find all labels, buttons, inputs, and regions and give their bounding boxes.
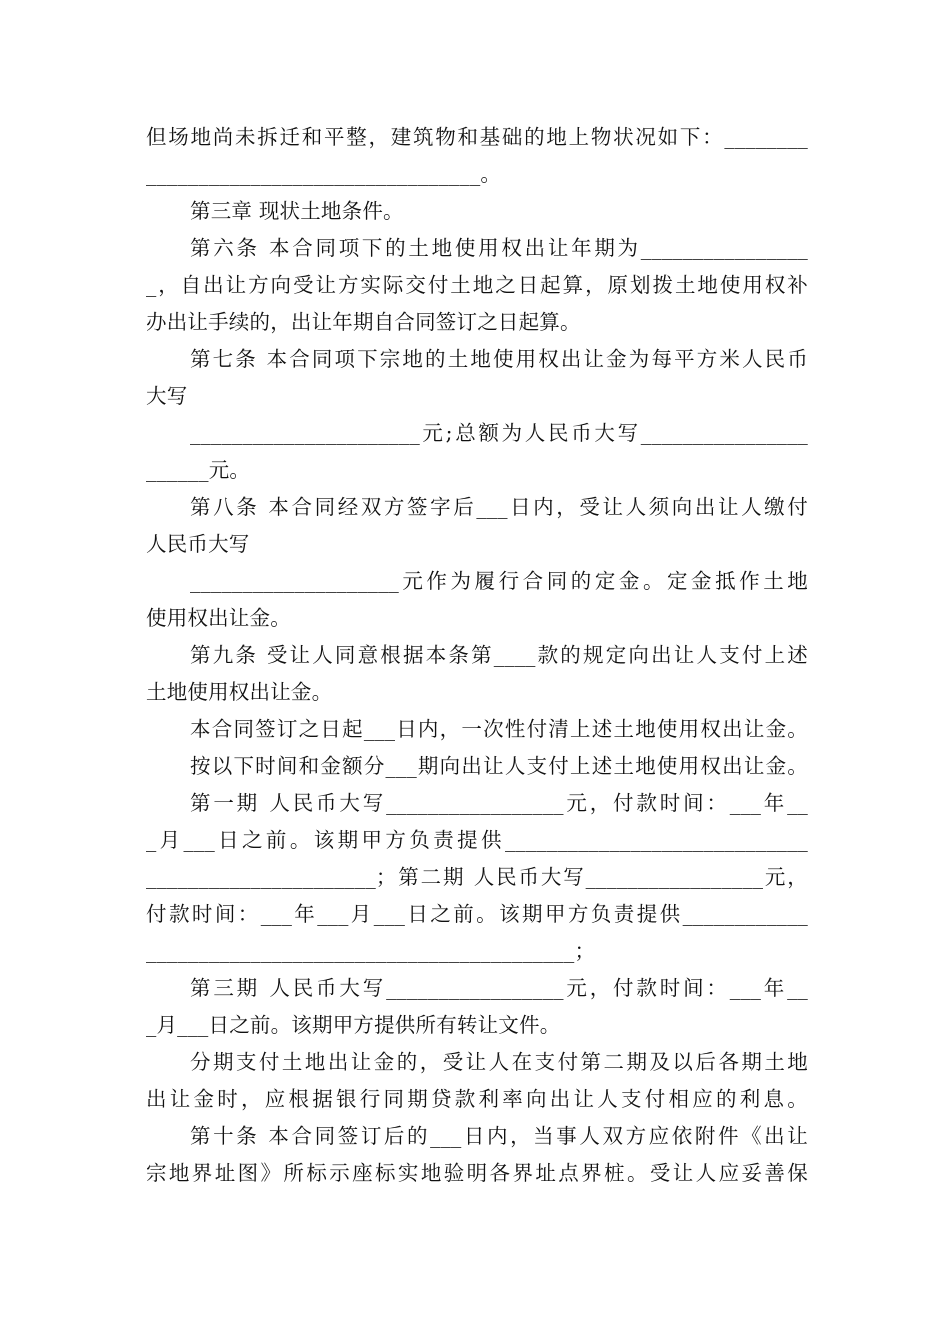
installment-3-line: 第三期 人民币大写_________________元，付款时间：___年__ [190,976,808,1000]
text-line: ________________________________。 [146,162,502,186]
text-line: _，自出让方向受让方实际交付土地之日起算，原划拨土地使用权补 [146,273,808,297]
text-line: ______元。 [146,458,251,482]
text-line: 分期支付土地出让金的，受让人在支付第二期及以后各期土地 [190,1050,808,1074]
article-9-line: 第九条 受让人同意根据本条第____款的规定向出让人支付上述 [190,643,808,667]
installment-1-line: 第一期 人民币大写_________________元，付款时间：___年__ [190,791,808,815]
chapter-heading: 第三章 现状土地条件。 [190,199,404,223]
text-line: 本合同签订之日起___日内，一次性付清上述土地使用权出让金。 [190,717,808,741]
text-line: 按以下时间和金额分___期向出让人支付上述土地使用权出让金。 [190,754,808,778]
text-line: _月___日之前。该期甲方负责提供_____________________________ [146,828,808,852]
article-6-line: 第六条 本合同项下的土地使用权出让年期为________________ [190,236,808,260]
installment-2-line: ______________________；第二期 人民币大写_________________元， [146,865,808,889]
text-line: 人民币大写 [146,532,250,556]
text-line: _月___日之前。该期甲方提供所有转让文件。 [146,1013,561,1037]
text-line: 土地使用权出让金。 [146,680,333,704]
article-10-line: 第十条 本合同签订后的___日内，当事人双方应依附件《出让 [190,1124,808,1148]
text-line: 大写 [146,384,188,408]
text-line: ______________________元;总额为人民币大写________________ [190,421,808,445]
article-7-line: 第七条 本合同项下宗地的土地使用权出让金为每平方米人民币 [190,347,808,371]
text-line: _________________________________________； [146,939,596,963]
text-line: 付款时间：___年___月___日之前。该期甲方负责提供____________ [146,902,808,926]
article-8-line: 第八条 本合同经双方签字后___日内，受让人须向出让人缴付 [190,495,808,519]
text-line: 出让金时，应根据银行同期贷款利率向出让人支付相应的利息。 [146,1087,808,1111]
text-line: ____________________元作为履行合同的定金。定金抵作土地 [190,569,808,593]
text-line: 但场地尚未拆迁和平整，建筑物和基础的地上物状况如下：________ [146,125,808,149]
text-line: 使用权出让金。 [146,606,291,630]
text-line: 办出让手续的，出让年期自合同签订之日起算。 [146,310,581,334]
document-body [146,119,808,1192]
text-line: 宗地界址图》所标示座标实地验明各界址点界桩。受让人应妥善保 [146,1161,808,1185]
